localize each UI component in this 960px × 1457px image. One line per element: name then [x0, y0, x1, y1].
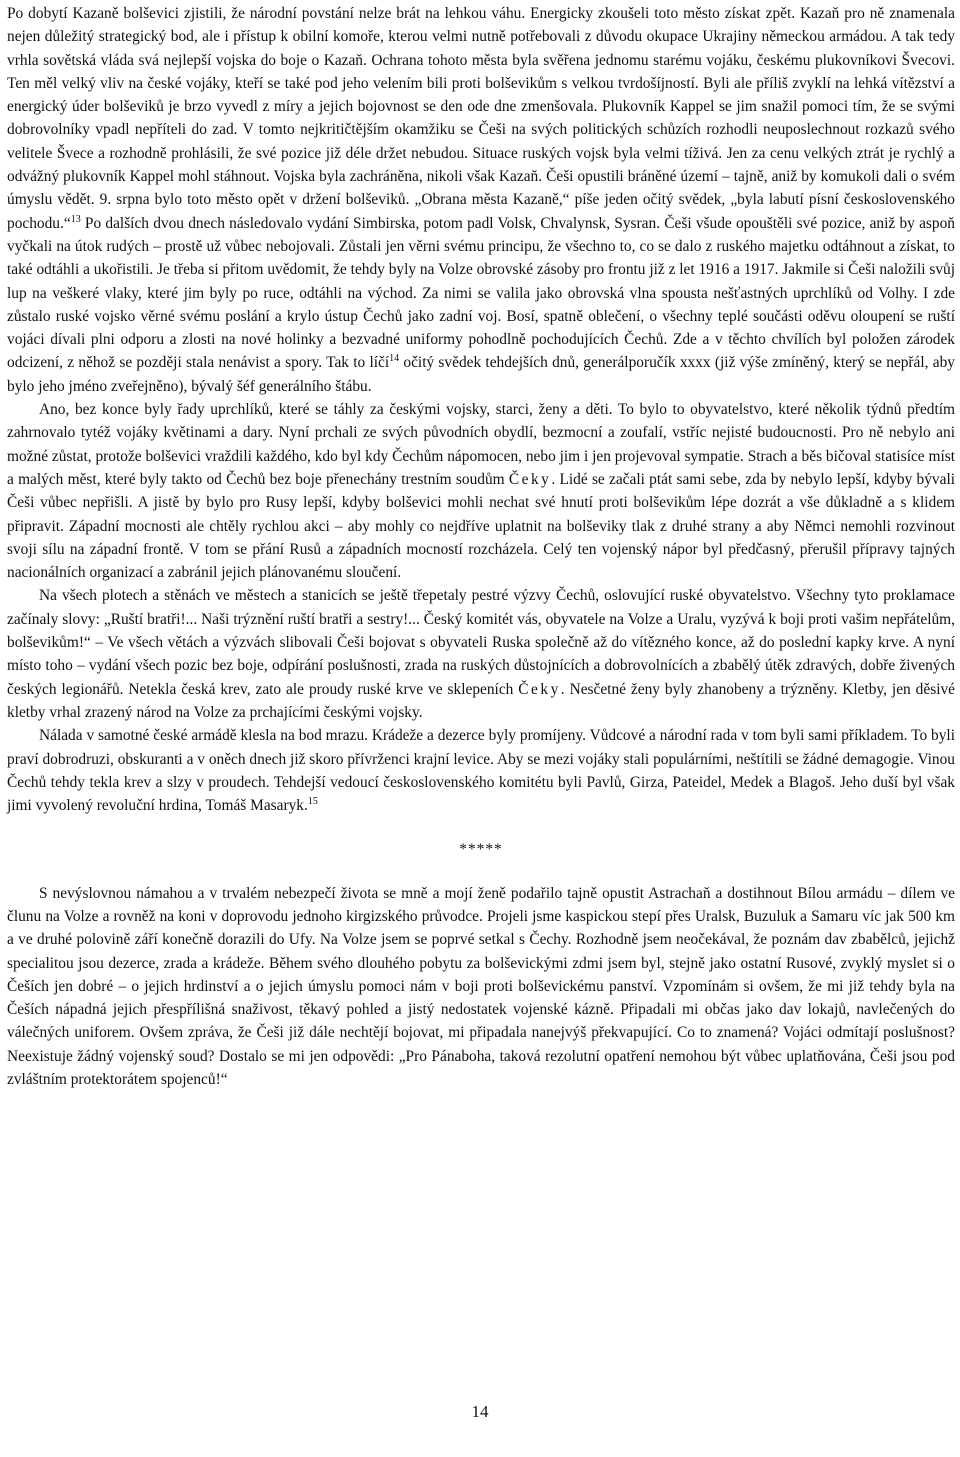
footnote-marker: 15 [307, 795, 318, 807]
paragraph [7, 724, 955, 817]
text-run: očitý svědek tehdejších dnů, generálporučík xxxx (již výše zmíněný, který se nepřál, aby bylo jeho jméno zveřejněno), bývalý šéf generálního štábu. [7, 354, 955, 395]
footnote-marker: 13 [70, 213, 81, 225]
spaced-term: Čeky [518, 680, 561, 698]
text-run: S nevýslovnou námahou a v trvalém nebezpečí života se mně a mojí ženě podařilo tajně opustit Astrachaň a dostihnout Bílou armádu – dílem ve člunu na Volze a rovněž na koni v doprovodu jednoho kirgizského průvodce. Projeli jsme kaspickou stepí přes Uralsk, Buzuluk a Samaru víc jak 500 km a ve druhé polovině září konečně dorazili do Ufy. Na Volze jsem se poprvé setkal s Čechy. Rozhodně jsem neočekával, že poznám dav zbabělců, jejichž specialitou jsou dezerce, zrada a krádeže. Během svého dlouhého pobytu za bolševickými zdmi jsem byl, stejně jako ostatní Rusové, zvyklý myslet si o Češích jen dobré – o jejich hrdinství a o jejich úmyslu pomoci nám v boji proti bolševickému panství. Vzpomínám si ovšem, že mi již tehdy byla na Češích nápadná jejich přespřílišná snaživost, těkavý pohled a jistý nedostatek vojenské kázně. Připadali mi občas jako dav lokajů, navlečených do válečných uniforem. Ovšem zpráva, že Češi již dále nechtějí bojovat, mi připadala nanejvýš překvapující. Co to znamená? Vojáci odmítají poslušnost? Neexistuje žádný vojenský soud? Dostalo se mi jen odpovědi: „Pro Pánaboha, taková rezolutní opatření nemohou být vůbec uplatňována, Češi jsou pod zvláštním protektorátem spojenců!“ [7, 884, 955, 1089]
text-run: Po dalších dvou dnech následovalo vydání Simbirska, potom padl Volsk, Chvalynsk, Sysran. Češi všude opouštěli své pozice, aniž by aspoň vyčkali na útok rudých – prostě už vůbec nebojovali. Zůstali jen věrni svému principu, že všechno to, co se dalo z ruského majetku odtáhnout a získat, to také odtáhli a ukořistili. Je třeba si přitom uvědomit, že tehdy byly na Volze obrovské zásoby pro frontu již z let 1916 a 1917. Jakmile si Češi naložili svůj lup na veškeré vlaky, které jim byly po ruce, odtáhli na východ. Za nimi se valila jako obrovská vlna spousta nešťastných uprchlíků od Volhy. I zde zůstalo ruské vojsko věrné svému poslání a krylo ústup Čechů jako zadní voj. Bosí, spatně oblečení, o všechny teplé součásti oděvu oloupení se ruští vojáci dívali plni odporu a zlosti na nové holinky a bezvadné uniformy pohodlně pochodujících Čechů. Zde a v těchto chvílích byl položen zárodek odcizení, z něhož se později stala nenávist a spory. Tak to líčí [7, 214, 955, 372]
spaced-term: Čeky [508, 470, 552, 488]
footnote-marker: 14 [389, 353, 400, 365]
paragraph [7, 398, 955, 584]
page-number: 14 [471, 1402, 489, 1421]
section-separator [7, 838, 955, 861]
text-run: . Nesčetné ženy byly zhanobeny a trýzněny. Kletby, jen děsivé kletby vrhal zrazený národ na Volze za prchajícími českými vojsky. [7, 680, 955, 721]
text-run: ***** [459, 841, 503, 859]
text-run: Na všech plotech a stěnách ve městech a stanicích se ještě třepetaly pestré výzvy Čechů, oslovující ruské obyvatelstvo. Všechny tyto proklamace začínaly slovy: „Ruští bratři!... Naši trýznění ruští bratři a sestry!... Český komitét vás, obyvatele na Volze a Uralu, vyzývá k boji proti vašim nepřátelům, bolševikům!“ – Ve všech větách a výzvách slibovali Češi bojovat s obyvateli Ruska společně až do vítězného konce, až do poslední kapky krve. A nyní místo toho – vydání všech pozic bez boje, odpírání poslušnosti, zrada na ruských důstojnících a dobrovolnících a zbabělý útěk zdravých, dobře živených českých legionářů. Netekla česká krev, zato ale proudy ruské krve ve sklepeních [7, 587, 955, 698]
text-run: . Lidé se začali ptát sami sebe, zda by nebylo lepší, kdyby bývali Češi vůbec nepřišli. A jistě by bylo pro Rusy lepší, kdyby bolševici mohli nechat své hnutí proti bolševikům lépe dozrát a vše důkladně a s klidem připravit. Západní mocnosti ale chtěly rychlou akci – aby mohly co nejdříve uplatnit na bolševiky tlak z druhé strany a aby Němci nemohli rozvinout svoji sílu na západní frontě. V tom se přání Rusů a západních mocností rozcházela. Celý ten vojenský nápor byl předčasný, přerušil přípravy tajných nacionálních organizací a zabránil jejich plánovanému sloučení. [7, 470, 955, 582]
paragraph [7, 2, 955, 398]
paragraph [7, 882, 955, 1092]
text-run: Nálada v samotné české armádě klesla na bod mrazu. Krádeže a dezerce byly promíjeny. Vůdcové a národní rada v tom byli sami příkladem. To byli praví dobrodruzi, obskuranti a v oněch dnech již skoro přívrženci krajní levice. Aby se mezi vojáky stali populárními, neštítili se žádné demagogie. Vinou Čechů tehdy tekla krev a slzy v proudech. Tehdejší vedoucí československého komitétu byli Pavlů, Girza, Pateidel, Medek a Blagoš. Jeho duší byl však jimi vyvolený revoluční hrdina, Tomáš Masaryk. [7, 727, 955, 815]
document-body [7, 2, 955, 1091]
text-run: Ano, bez konce byly řady uprchlíků, které se táhly za českými vojsky, starci, ženy a děti. To bylo to obyvatelstvo, které několik týdnů předtím zahrnovalo tytéž vojáky květinami a dary. Nyní prchali ze svých původních obydlí, bezmocní a zoufalí, vstříc nejisté budoucnosti. Pro ně nebylo ani možné zůstat, protože bolševici vraždili každého, kdo byl kdy Čechům nápomocen, nebo jim i jen projevoval sympatie. Strach a běs bičoval statisíce míst a malých měst, které byly takto od Čechů bez boje přenechány trestním soudům [7, 401, 955, 488]
text-run: Po dobytí Kazaně bolševici zjistili, že národní povstání nelze brát na lehkou váhu. Energicky zkoušeli toto město získat zpět. Kazaň pro ně znamenala nejen důležitý strategický bod, ale i přístup k obilní komoře, kterou velmi nutně potřebovali z důvodu okupace Ukrajiny německou armádou. A tak tedy vrhla sovětská vláda svá nejlepší vojska do boje o Kazaň. Ochrana tohoto města byla svěřena jednomu starému vojáku, českému plukovníkovi Švecovi. Ten měl velký vliv na české vojáky, kteří se také pod jeho velením bili proti bolševikům s velkou tvrdošíjností. Byli ale příliš zvyklí na lehká vítězství a energický úder bolševiků je brzo vyvedl z míry a jejich bojovnost se den ode dne zmenšovala. Plukovník Kappel se jim snažil pomoci tím, že se svými dobrovolníky vpadl nepříteli do zad. V tomto nejkritičtějším okamžiku se Češi na svých politických schůzích rozhodli neuposlechnout rozkazů svého velitele Švece a rozhodně prohlásili, že své pozice již déle držet nebudou. Situace ruských vojsk byla velmi tíživá. Jen za cenu velkých ztrát je rychlý a odvážný plukovník Kappel mohl stáhnout. Vojska byla zachráněna, nikoli však Kazaň. Češi opustili bráněné území – tajně, aniž by komukoli dali o svém úmyslu vědět. 9. srpna bylo toto město opět v držení bolševiků. „Obrana města Kazaně,“ píše jeden očitý svědek, „byla labutí písní československého pochodu.“ [7, 5, 955, 232]
paragraph [7, 584, 955, 724]
